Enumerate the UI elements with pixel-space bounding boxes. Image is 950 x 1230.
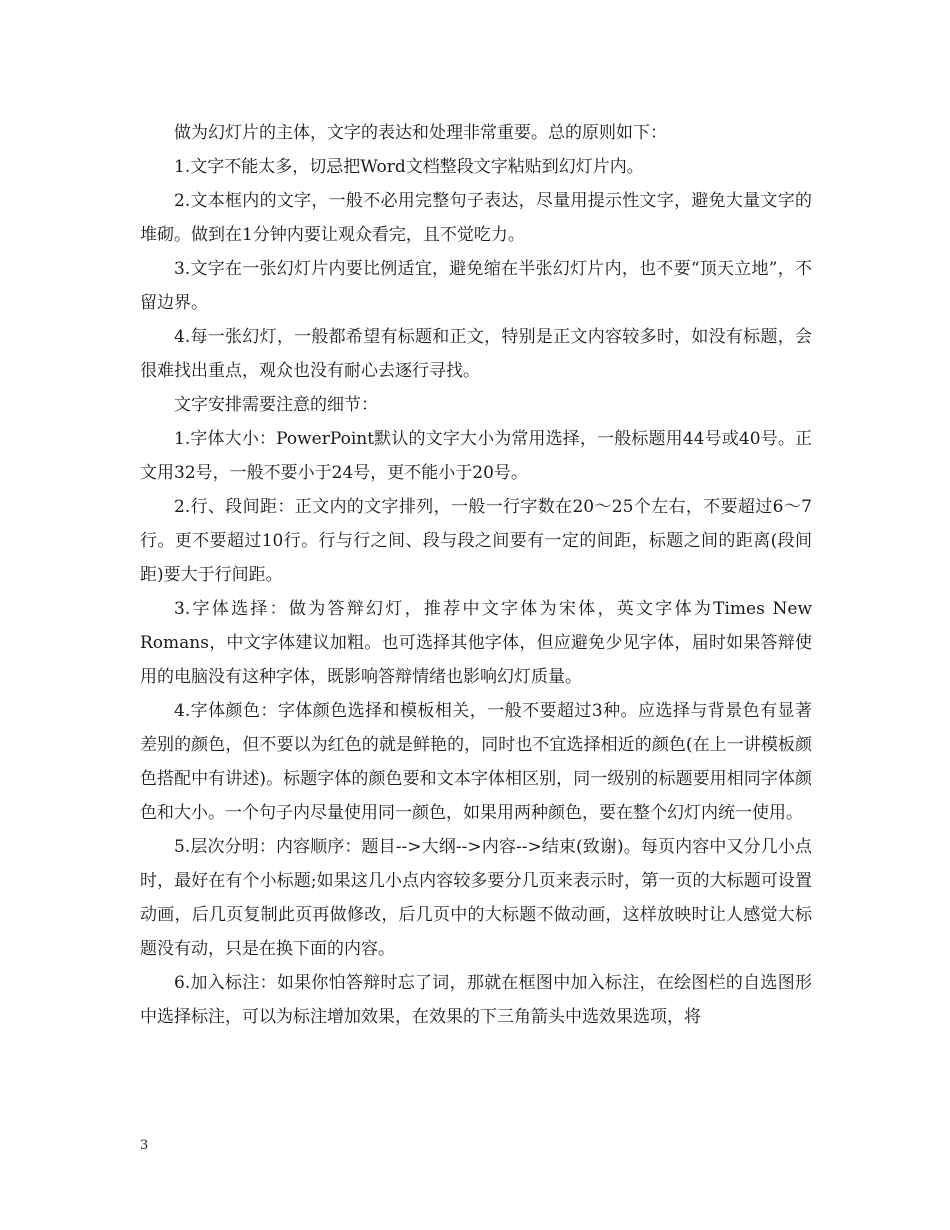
paragraph-rule-3: 3.文字在一张幻灯片内要比例适宜，避免缩在半张幻灯片内，也不要“顶天立地”，不留边界。	[140, 259, 812, 313]
paragraph-details-heading: 文字安排需要注意的细节：	[174, 395, 378, 415]
paragraph-rule-1: 1.文字不能太多，切忌把Word文档整段文字粘贴到幻灯片内。	[174, 157, 644, 177]
paragraph-detail-spacing: 2.行、段间距：正文内的文字排列，一般一行字数在20～25个左右，不要超过6～7行。更不要超过10行。行与行之间、段与段之间要有一定的间距，标题之间的距离(段间距)要大于行间距。	[140, 497, 812, 585]
paragraph-rule-4: 4.每一张幻灯，一般都希望有标题和正文，特别是正文内容较多时，如没有标题，会很难找出重点，观众也没有耐心去逐行寻找。	[140, 327, 812, 381]
paragraph-detail-annotation: 6.加入标注：如果你怕答辩时忘了词，那就在框图中加入标注，在绘图栏的自选图形中选择标注，可以为标注增加效果，在效果的下三角箭头中选效果选项，将	[140, 973, 812, 1027]
paragraph-detail-hierarchy: 5.层次分明：内容顺序：题目-->大纲-->内容-->结束(致谢)。每页内容中又分几小点时，最好在有个小标题;如果这几小点内容较多要分几页来表示时，第一页的大标题可设置动画，后几页复制此页再做修改，后几页中的大标题不做动画，这样放映时让人感觉大标题没有动，只是在换下面的内容。	[140, 837, 812, 959]
paragraph-detail-font-color: 4.字体颜色：字体颜色选择和模板相关，一般不要超过3种。应选择与背景色有显著差别的颜色，但不要以为红色的就是鲜艳的，同时也不宜选择相近的颜色(在上一讲模板颜色搭配中有讲述)。标题字体的颜色要和文本字体相区别，同一级别的标题要用相同字体颜色和大小。一个句子内尽量使用同一颜色，如果用两种颜色，要在整个幻灯内统一使用。	[140, 701, 812, 823]
paragraph-intro: 做为幻灯片的主体，文字的表达和处理非常重要。总的原则如下：	[174, 123, 667, 143]
document-body	[140, 116, 812, 1034]
page-number: 3	[140, 1138, 149, 1153]
paragraph-rule-2: 2.文本框内的文字，一般不必用完整句子表达，尽量用提示性文字，避免大量文字的堆砌。做到在1分钟内要让观众看完，且不觉吃力。	[140, 191, 812, 245]
paragraph-detail-font-choice: 3.字体选择：做为答辩幻灯，推荐中文字体为宋体，英文字体为Times New Romans，中文字体建议加粗。也可选择其他字体，但应避免少见字体，届时如果答辩使用的电脑没有这种字体，既影响答辩情绪也影响幻灯质量。	[140, 599, 812, 687]
paragraph-detail-font-size: 1.字体大小：PowerPoint默认的文字大小为常用选择，一般标题用44号或40号。正文用32号，一般不要小于24号，更不能小于20号。	[140, 429, 812, 483]
